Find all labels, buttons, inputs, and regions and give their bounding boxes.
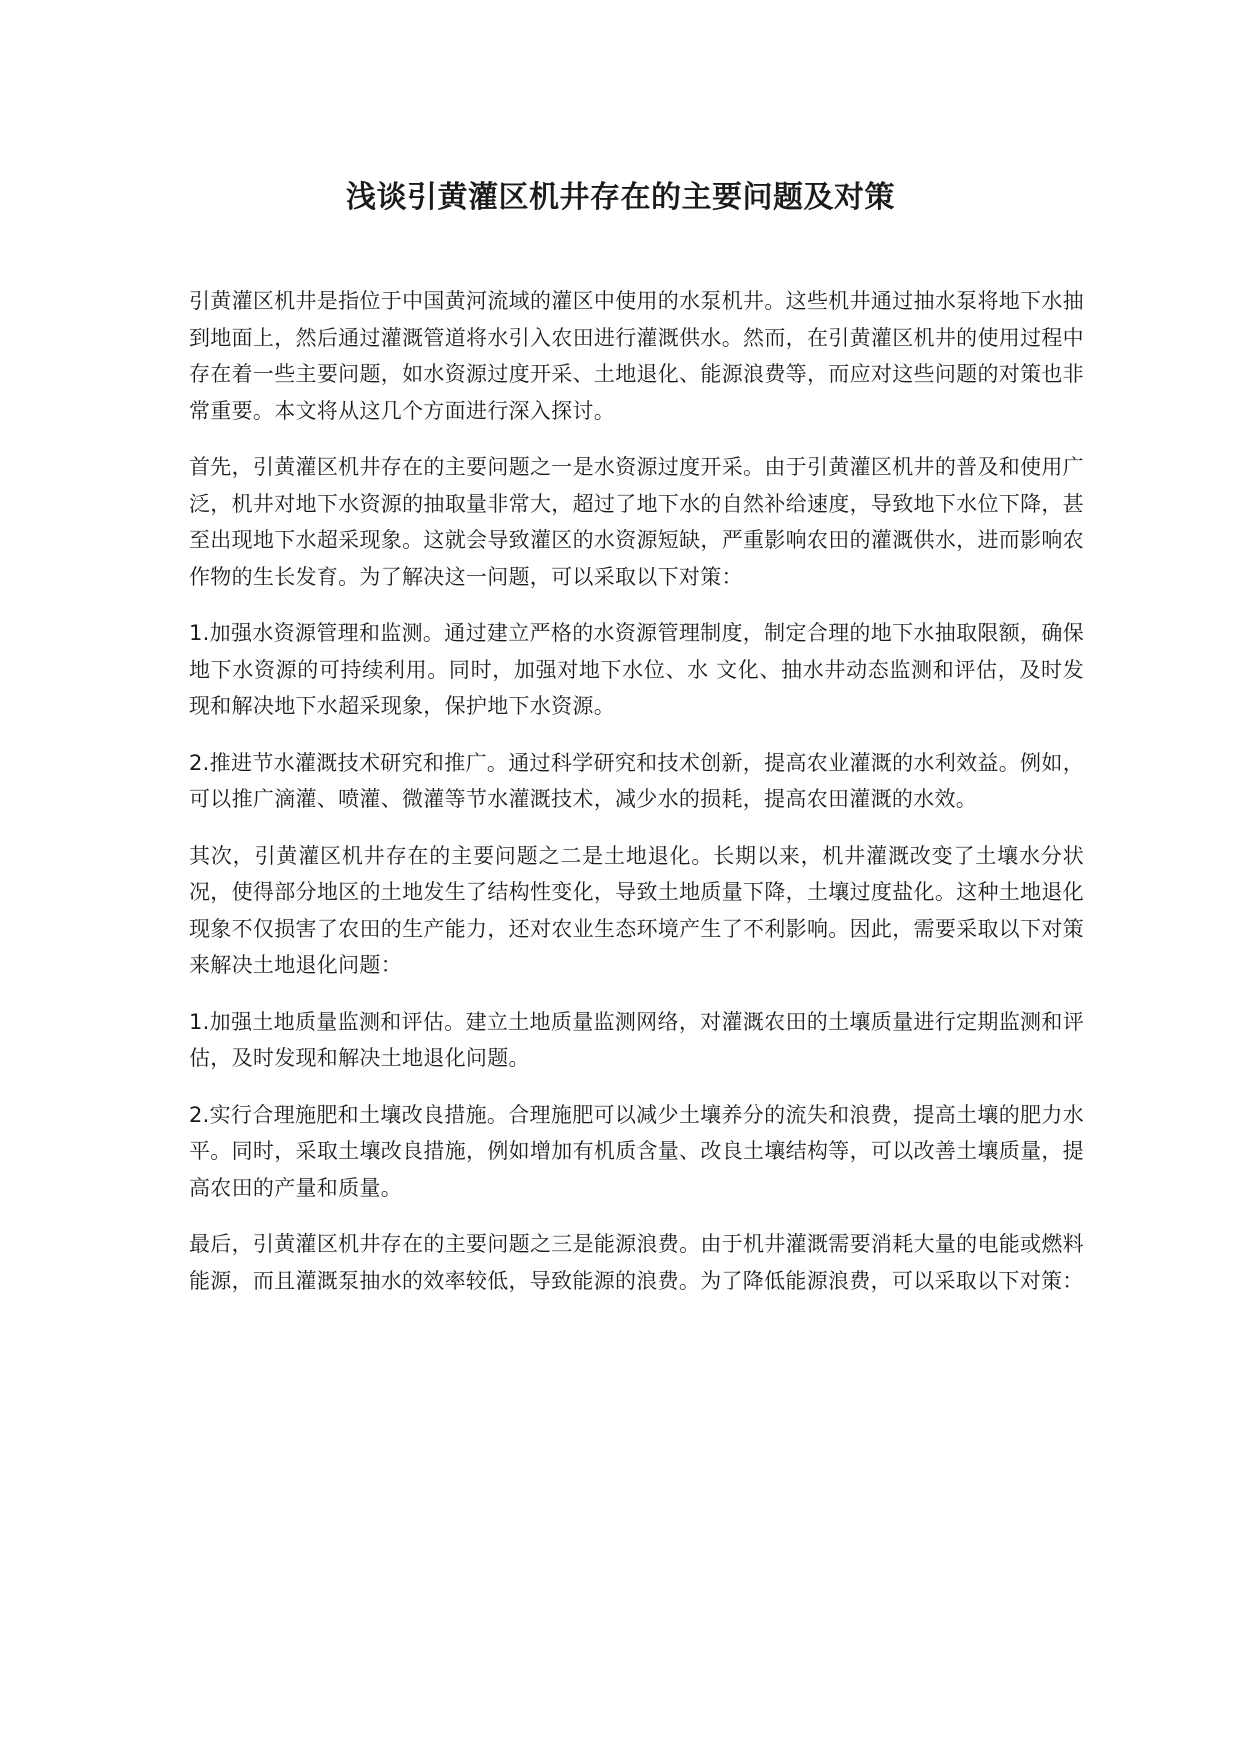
document-title: 浅谈引黄灌区机井存在的主要问题及对策 bbox=[346, 180, 895, 215]
paragraph-problem-land: 其次，引黄灌区机井存在的主要问题之二是土地退化。长期以来，机井灌溉改变了土壤水分状况，使得部分地区的土地发生了结构性变化，导致土地质量下降，土壤过度盐化。这种土地退化现象不仅损害了农田的生产能力，还对农业生态环境产生了不利影响。因此，需要采取以下对策来解决土地退化问题： bbox=[189, 843, 1084, 977]
paragraph-intro: 引黄灌区机井是指位于中国黄河流域的灌区中使用的水泵机井。这些机井通过抽水泵将地下水抽到地面上，然后通过灌溉管道将水引入农田进行灌溉供水。然而，在引黄灌区机井的使用过程中存在着一些主要问题，如水资源过度开采、土地退化、能源浪费等，而应对这些问题的对策也非常重要。本文将从这几个方面进行深入探讨。 bbox=[189, 289, 1084, 423]
paragraph-measure-land-1: 1.加强土地质量监测和评估。建立土地质量监测网络，对灌溉农田的土壤质量进行定期监测和评估，及时发现和解决土地退化问题。 bbox=[189, 1009, 1084, 1070]
document-body bbox=[189, 283, 1084, 1319]
paragraph-measure-land-2: 2.实行合理施肥和土壤改良措施。合理施肥可以减少土壤养分的流失和浪费，提高土壤的肥力水平。同时，采取土壤改良措施，例如增加有机质含量、改良土壤结构等，可以改善土壤质量，提高农田的产量和质量。 bbox=[189, 1102, 1084, 1200]
paragraph-measure-water-2: 2.推进节水灌溉技术研究和推广。通过科学研究和技术创新，提高农业灌溉的水利效益。例如，可以推广滴灌、喷灌、微灌等节水灌溉技术，减少水的损耗，提高农田灌溉的水效。 bbox=[189, 750, 1084, 811]
paragraph-measure-water-1: 1.加强水资源管理和监测。通过建立严格的水资源管理制度，制定合理的地下水抽取限额，确保地下水资源的可持续利用。同时，加强对地下水位、水 文化、抽水井动态监测和评估，及时发现和解决地下水超采现象，保护地下水资源。 bbox=[189, 621, 1084, 718]
paragraph-problem-energy: 最后，引黄灌区机井存在的主要问题之三是能源浪费。由于机井灌溉需要消耗大量的电能或燃料能源，而且灌溉泵抽水的效率较低，导致能源的浪费。为了降低能源浪费，可以采取以下对策： bbox=[189, 1232, 1084, 1293]
paragraph-problem-water: 首先，引黄灌区机井存在的主要问题之一是水资源过度开采。由于引黄灌区机井的普及和使用广泛，机井对地下水资源的抽取量非常大，超过了地下水的自然补给速度，导致地下水位下降，甚至出现地下水超采现象。这就会导致灌区的水资源短缺，严重影响农田的灌溉供水，进而影响农作物的生长发育。为了解决这一问题，可以采取以下对策： bbox=[189, 455, 1084, 589]
